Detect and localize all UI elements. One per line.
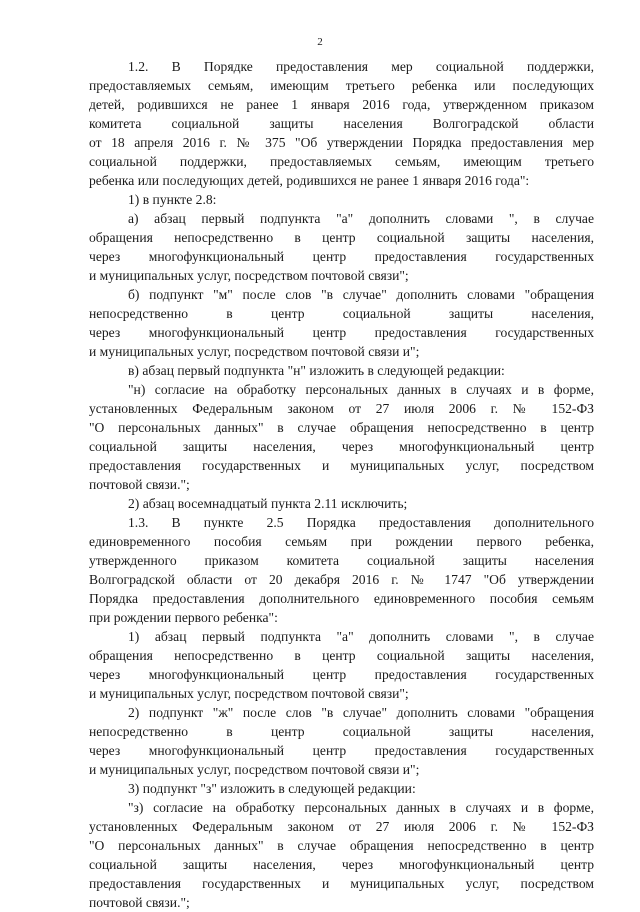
paragraph — [89, 380, 594, 494]
text-line: 1.3. В пункте 2.5 Порядка предоставления дополнительного — [128, 515, 594, 530]
text-line: комитета социальной защиты населения Волгоградской области — [89, 116, 594, 131]
text-line: а) абзац первый подпункта "а" дополнить словами ", в случае — [128, 211, 594, 226]
text-line: через многофункциональный центр предоставления государственных — [89, 249, 594, 264]
text-line: в) абзац первый подпункта "н" изложить в следующей редакции: — [128, 363, 505, 378]
text-line: ребенка или последующих детей, родившихся не ранее 1 января 2016 года": — [89, 173, 530, 188]
text-line: 3) подпункт "з" изложить в следующей редакции: — [128, 781, 416, 796]
text-line: Порядка предоставления дополнительного единовременного пособия семьям — [89, 591, 594, 606]
paragraph — [89, 513, 594, 627]
text-line: при рождении первого ребенка": — [89, 610, 278, 625]
text-line: установленных Федеральным законом от 27 июля 2006 г. № 152-ФЗ — [89, 819, 594, 834]
text-line: предоставления государственных и муниципальных услуг, посредством — [89, 876, 594, 891]
text-line: социальной поддержки, предоставляемых семьям, имеющим третьего — [89, 154, 594, 169]
text-line: утвержденного приказом комитета социальной защиты населения — [89, 553, 594, 568]
paragraph — [89, 798, 594, 912]
text-line: через многофункциональный центр предоставления государственных — [89, 325, 594, 340]
text-line: социальной защиты населения, через многофункциональный центр — [89, 439, 594, 454]
text-line: 2) подпункт "ж" после слов "в случае" дополнить словами "обращения — [128, 705, 594, 720]
paragraph — [89, 190, 594, 209]
text-line: через многофункциональный центр предоставления государственных — [89, 743, 594, 758]
text-line: б) подпункт "м" после слов "в случае" дополнить словами "обращения — [128, 287, 594, 302]
text-line: установленных Федеральным законом от 27 июля 2006 г. № 152-ФЗ — [89, 401, 594, 416]
text-line: детей, родившихся не ранее 1 января 2016 года, утвержденном приказом — [89, 97, 594, 112]
text-line: 1) абзац первый подпункта "а" дополнить словами ", в случае — [128, 629, 594, 644]
text-line: и муниципальных услуг, посредством почтовой связи и"; — [89, 762, 420, 777]
text-line: и муниципальных услуг, посредством почтовой связи и"; — [89, 344, 420, 359]
text-line: "О персональных данных" в случае обращения непосредственно в центр — [89, 838, 594, 853]
text-line: Волгоградской области от 20 декабря 2016 г. № 1747 "Об утверждении — [89, 572, 594, 587]
paragraph — [89, 209, 594, 285]
text-line: 2) абзац восемнадцатый пункта 2.11 исключить; — [128, 496, 408, 511]
paragraph — [89, 361, 594, 380]
paragraph — [89, 779, 594, 798]
paragraph — [89, 703, 594, 779]
text-line: почтовой связи."; — [89, 477, 190, 492]
text-line: и муниципальных услуг, посредством почтовой связи"; — [89, 686, 409, 701]
text-line: почтовой связи."; — [89, 895, 190, 910]
paragraph — [89, 57, 594, 190]
text-line: предоставляемых семьям, имеющим третьего ребенка или последующих — [89, 78, 594, 93]
page-number: 2 — [317, 36, 323, 48]
text-line: "О персональных данных" в случае обращения непосредственно в центр — [89, 420, 594, 435]
text-line: предоставления государственных и муниципальных услуг, посредством — [89, 458, 594, 473]
text-line: социальной защиты населения, через многофункциональный центр — [89, 857, 594, 872]
text-line: "з) согласие на обработку персональных данных в случаях и в форме, — [128, 800, 594, 815]
text-line: обращения непосредственно в центр социальной защиты населения, — [89, 648, 594, 663]
paragraph — [89, 494, 594, 513]
text-line: 1.2. В Порядке предоставления мер социальной поддержки, — [128, 59, 594, 74]
text-line: единовременного пособия семьям при рождении первого ребенка, — [89, 534, 594, 549]
text-line: непосредственно в центр социальной защиты населения, — [89, 306, 594, 321]
text-line: и муниципальных услуг, посредством почтовой связи"; — [89, 268, 409, 283]
text-line: "н) согласие на обработку персональных данных в случаях и в форме, — [128, 382, 594, 397]
text-line: обращения непосредственно в центр социальной защиты населения, — [89, 230, 594, 245]
text-line: от 18 апреля 2016 г. № 375 "Об утверждении Порядка предоставления мер — [89, 135, 594, 150]
text-line: через многофункциональный центр предоставления государственных — [89, 667, 594, 682]
text-line: непосредственно в центр социальной защиты населения, — [89, 724, 594, 739]
text-line: 1) в пункте 2.8: — [128, 192, 217, 207]
paragraph — [89, 627, 594, 703]
paragraph — [89, 285, 594, 361]
document-body — [89, 57, 594, 912]
